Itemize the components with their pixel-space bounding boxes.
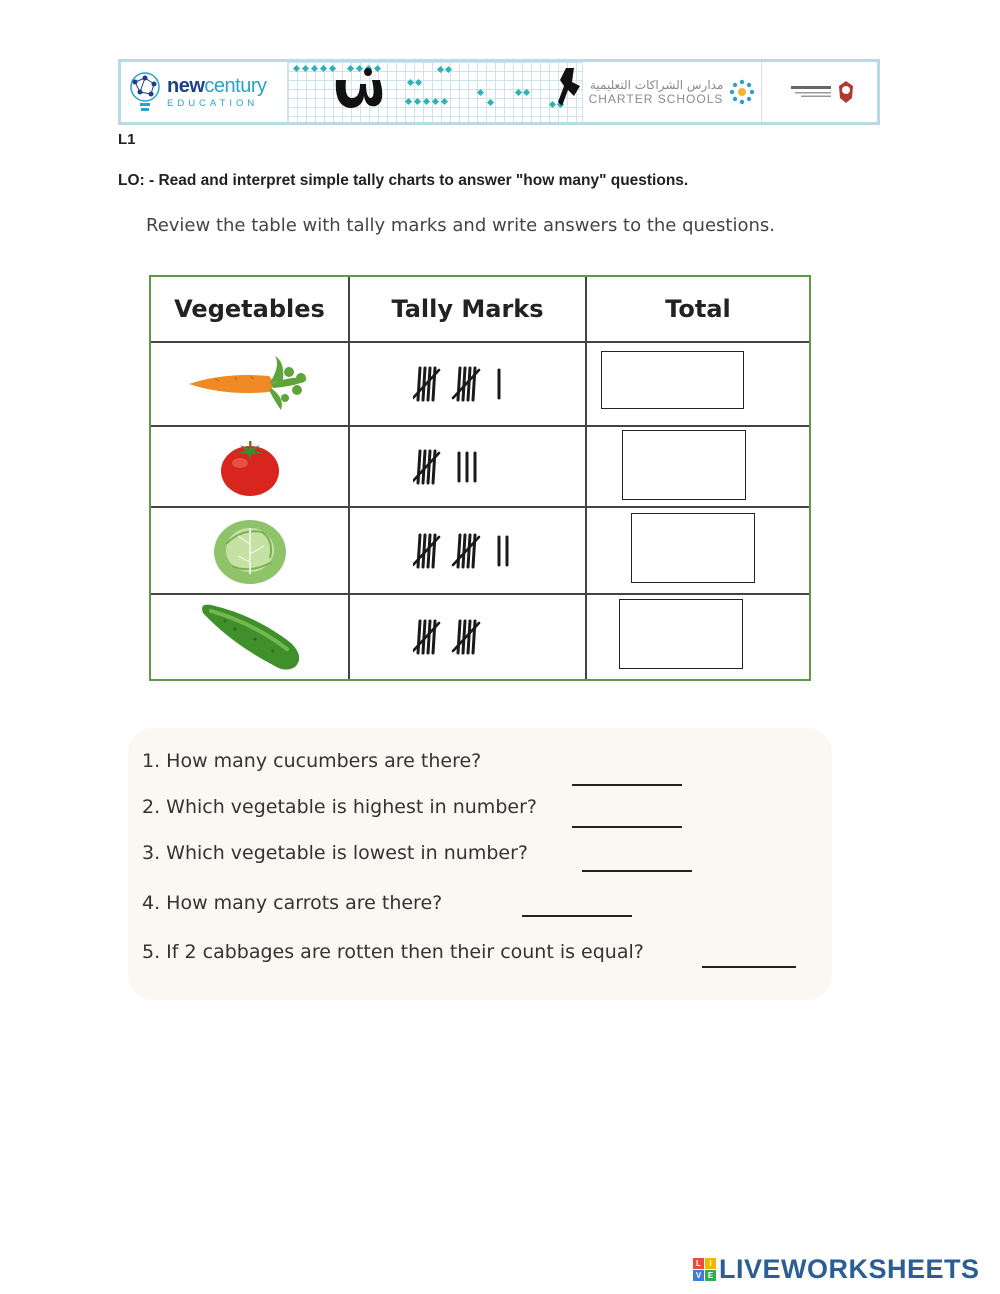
tally-stroke [428, 535, 430, 567]
answer-field-5[interactable] [702, 966, 796, 968]
badge-letter-v: V [693, 1270, 704, 1281]
answer-field-2[interactable] [572, 826, 682, 828]
question-5: 5. If 2 cabbages are rotten then their count is equal? [142, 941, 644, 963]
tally-stroke [468, 535, 470, 567]
tally-stroke [418, 621, 420, 653]
arabic-school-name: مدارس الشراكات التعليمية [589, 78, 724, 92]
total-input-cabbage[interactable] [631, 513, 755, 583]
tally-stroke [468, 368, 470, 400]
tally-stroke [458, 621, 460, 653]
table-row [151, 506, 809, 595]
charter-schools-logo [583, 62, 761, 122]
tally-stroke [428, 368, 430, 400]
tally-marks-cucumber [413, 611, 523, 661]
tally-stroke [468, 621, 470, 653]
header-vegetables: Vegetables [174, 295, 325, 323]
tally-marks-cabbage [413, 525, 523, 575]
total-input-cucumber[interactable] [619, 599, 743, 669]
tally-table [149, 275, 811, 681]
answer-field-1[interactable] [572, 784, 682, 786]
question-3: 3. Which vegetable is lowest in number? [142, 842, 528, 864]
charter-schools-label: CHARTER SCHOOLS [588, 92, 724, 106]
total-input-tomato[interactable] [622, 430, 746, 500]
brand-name-bold: new [167, 75, 205, 97]
decorative-pattern [287, 62, 583, 122]
brand-name-light: century [204, 75, 267, 97]
cucumber-icon [195, 599, 305, 673]
header-banner [118, 59, 880, 125]
header-tally-marks: Tally Marks [391, 295, 544, 323]
question-2: 2. Which vegetable is highest in number? [142, 796, 537, 818]
table-header-row [151, 277, 809, 343]
charter-schools-emblem-icon [729, 79, 755, 105]
brand-subtitle: EDUCATION [167, 98, 259, 109]
tally-stroke [428, 621, 430, 653]
department-text-mark-icon [785, 83, 837, 101]
table-row [151, 425, 809, 508]
tally-stroke [418, 451, 420, 483]
table-row [151, 593, 809, 679]
header-total: Total [665, 295, 731, 323]
answer-field-4[interactable] [522, 915, 632, 917]
question-1: 1. How many cucumbers are there? [142, 750, 482, 772]
tally-marks-carrot [413, 358, 523, 408]
liveworksheets-badge-icon [693, 1258, 716, 1281]
table-row [151, 341, 809, 427]
total-input-carrot[interactable] [601, 351, 744, 409]
liveworksheets-wordmark: LIVEWORKSHEETS [719, 1254, 980, 1284]
network-bulb-icon [127, 70, 163, 114]
badge-letter-l: L [693, 1258, 704, 1269]
lesson-label: L1 [118, 131, 136, 148]
questions-panel [128, 728, 832, 1000]
instruction-text: Review the table with tally marks and write answers to the questions. [146, 215, 775, 236]
cabbage-icon [212, 514, 288, 586]
carrot-icon [185, 352, 315, 414]
badge-letter-e: E [705, 1270, 716, 1281]
tally-marks-tomato [413, 441, 523, 491]
answer-field-3[interactable] [582, 870, 692, 872]
falcon-emblem-icon [837, 80, 855, 104]
tally-stroke [458, 368, 460, 400]
department-logo [761, 62, 877, 122]
tomato-icon [218, 435, 282, 497]
new-century-logo [121, 62, 287, 122]
tally-stroke [418, 535, 420, 567]
learning-objective: LO: - Read and interpret simple tally charts to answer "how many" questions. [118, 172, 689, 189]
liveworksheets-logo [693, 1254, 980, 1285]
tally-stroke [458, 535, 460, 567]
question-4: 4. How many carrots are there? [142, 892, 443, 914]
tally-stroke [428, 451, 430, 483]
badge-letter-i: I [705, 1258, 716, 1269]
tally-stroke [418, 368, 420, 400]
